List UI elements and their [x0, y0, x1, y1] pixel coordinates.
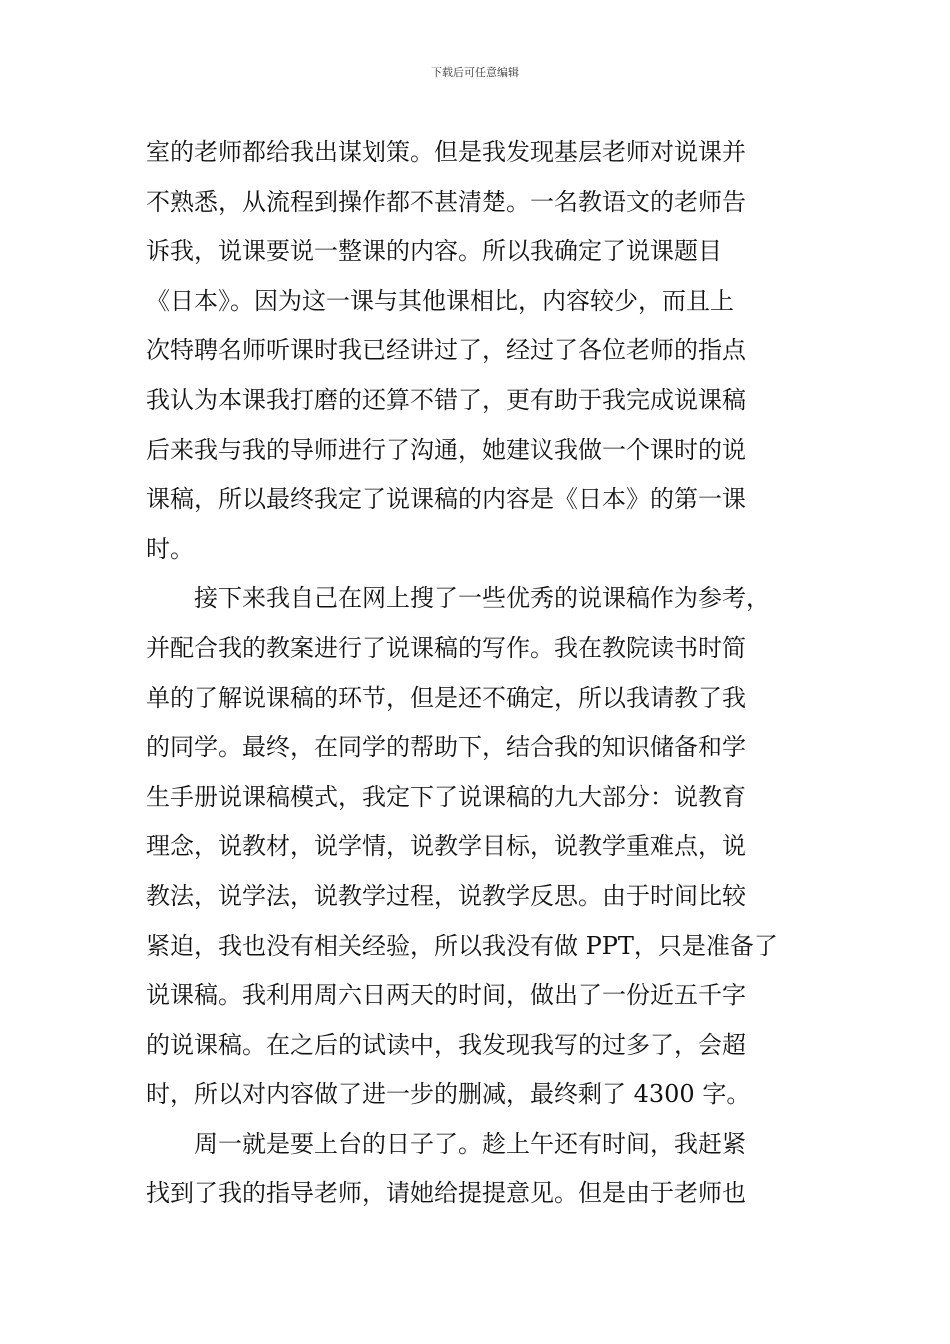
text-line: 《日本》。因为这一课与其他课相比，内容较少，而且上 [146, 286, 734, 315]
text-line: 理念，说教材，说学情，说教学目标，说教学重难点，说 [146, 832, 746, 861]
page-header: 下载后可任意编辑 [431, 66, 519, 79]
text-line: 次特聘名师听课时我已经讲过了，经过了各位老师的指点 [146, 336, 746, 365]
text-line: 课稿，所以最终我定了说课稿的内容是《日本》的第一课 [146, 485, 746, 514]
text-line: 周一就是要上台的日子了。趁上午还有时间，我赶紧 [194, 1129, 746, 1158]
paragraph [146, 1120, 814, 1219]
text-line: 室的老师都给我出谋划策。但是我发现基层老师对说课并 [146, 138, 746, 166]
text-line: 接下来我自己在网上搜了一些优秀的说课稿作为参考， [194, 584, 770, 613]
text-line: 教法，说学法，说教学过程，说教学反思。由于时间比较 [146, 881, 746, 910]
text-line: 后来我与我的导师进行了沟通，她建议我做一个课时的说 [146, 435, 746, 464]
paragraph [146, 128, 814, 574]
text-line: 说课稿。我利用周六日两天的时间，做出了一份近五千字 [146, 981, 746, 1010]
text-line: 找到了我的指导老师，请她给提提意见。但是由于老师也 [146, 1179, 746, 1208]
text-line: 的说课稿。在之后的试读中，我发现我写的过多了，会超 [146, 1030, 746, 1059]
text-line: 不熟悉，从流程到操作都不甚清楚。一名教语文的老师告 [146, 187, 746, 216]
text-line: 并配合我的教案进行了说课稿的写作。我在教院读书时简 [146, 633, 746, 662]
text-line: 单的了解说课稿的环节，但是还不确定，所以我请教了我 [146, 683, 746, 712]
text-line: 紧迫，我也没有相关经验，所以我没有做 PPT，只是准备了 [146, 931, 778, 960]
text-line: 时，所以对内容做了进一步的删减，最终剩了 4300 字。 [146, 1080, 751, 1109]
text-line: 诉我，说课要说一整课的内容。所以我确定了说课题目 [146, 237, 722, 266]
text-line: 时。 [146, 534, 194, 563]
text-line: 的同学。最终，在同学的帮助下，结合我的知识储备和学 [146, 733, 746, 762]
text-line: 我认为本课我打磨的还算不错了，更有助于我完成说课稿 [146, 385, 746, 414]
paragraph [146, 574, 814, 1120]
document-body [146, 128, 814, 1219]
text-line: 生手册说课稿模式，我定下了说课稿的九大部分：说教育 [146, 782, 746, 811]
